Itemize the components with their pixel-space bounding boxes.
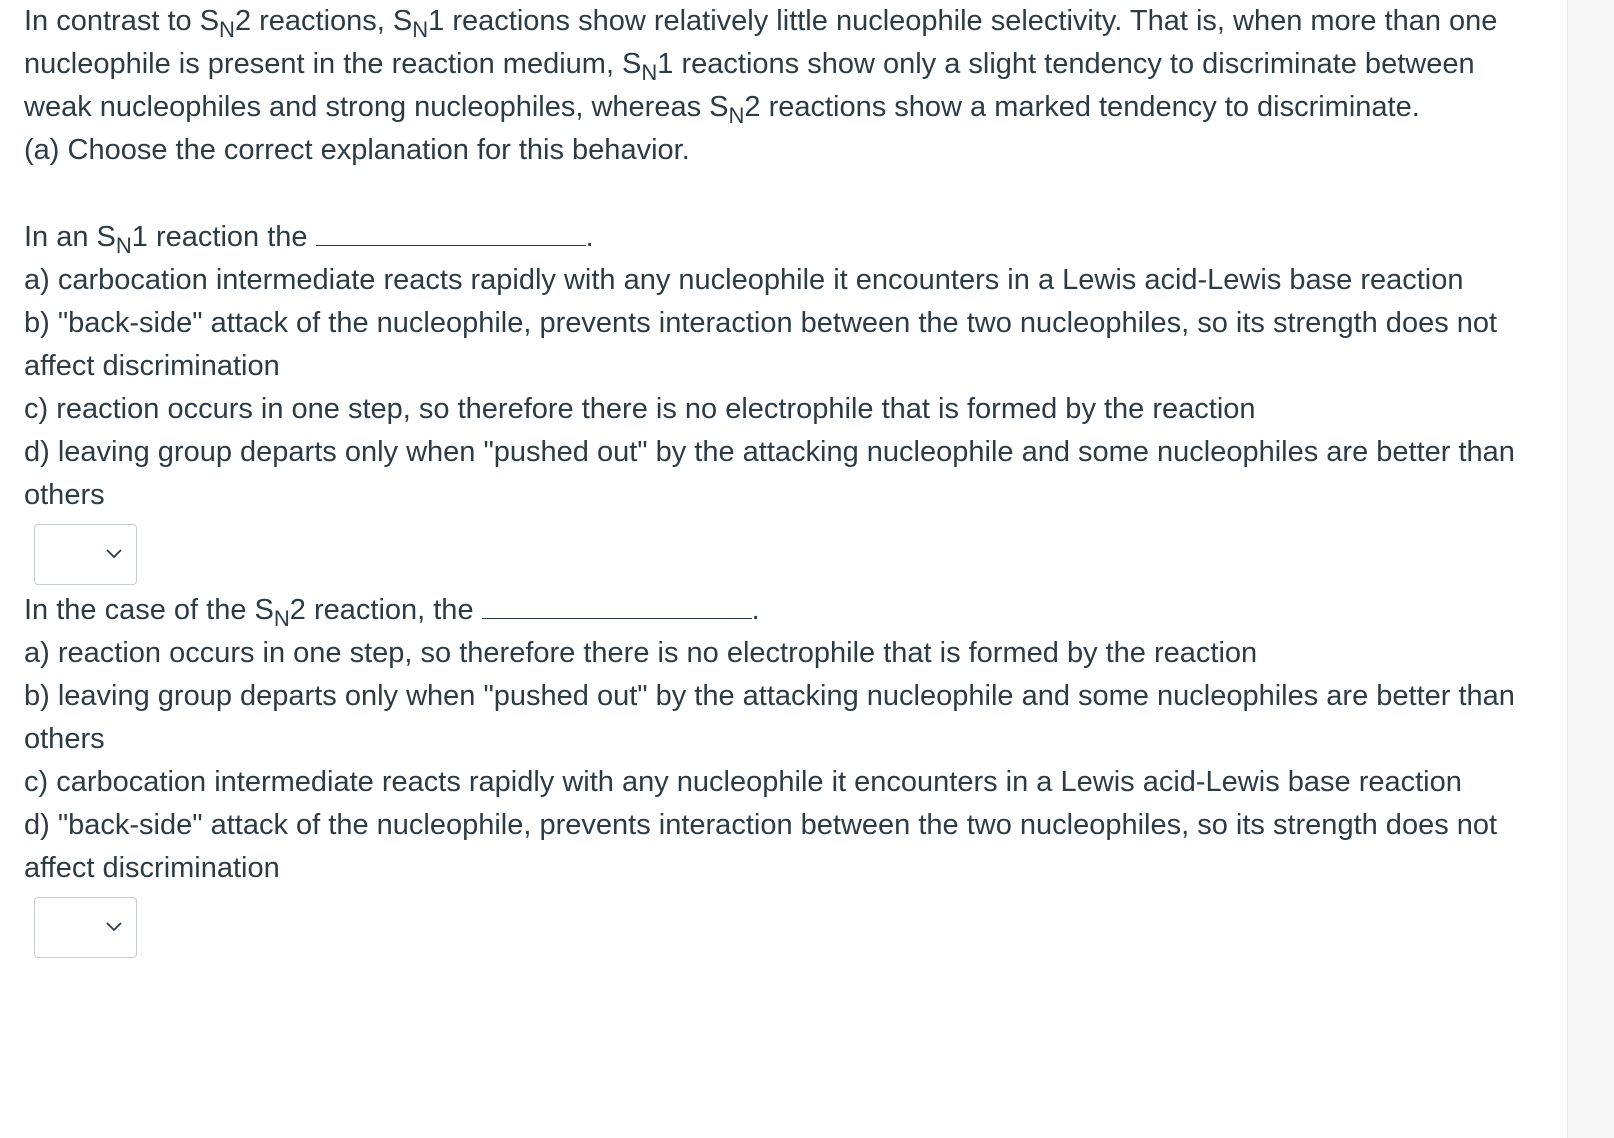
intro-text-4: 1 reactions show only a slight tendency to discriminate between weak nucleophiles and strong nucleophiles, whereas S bbox=[24, 48, 1475, 123]
question1-stem-text-1: In an S bbox=[24, 221, 116, 253]
question1-answer-dropdown[interactable] bbox=[34, 524, 137, 585]
intro-text-2: 2 reactions, S bbox=[234, 5, 413, 37]
question2-stem bbox=[24, 588, 1532, 632]
question1-stem bbox=[24, 215, 1532, 259]
subscript-n: N bbox=[412, 17, 429, 42]
stem-period: . bbox=[585, 221, 594, 253]
question1-option-d: d) leaving group departs only when "pushed out" by the attacking nucleophile and some nucleophiles are better than others bbox=[24, 436, 1515, 511]
question2-stem-text-2: 2 reaction, the bbox=[289, 594, 474, 626]
spacer bbox=[24, 172, 1532, 215]
chevron-down-icon bbox=[106, 922, 122, 932]
question2-option-b: b) leaving group departs only when "pushed out" by the attacking nucleophile and some nucleophiles are better than others bbox=[24, 680, 1515, 755]
subscript-n: N bbox=[273, 606, 290, 631]
question2-stem-text-1: In the case of the S bbox=[24, 594, 274, 626]
intro-text-3: 1 reactions show relatively little nucleophile selectivity. That is, when more than one nucleophile is present in the reaction medium, S bbox=[24, 5, 1498, 80]
question2-option-d: d) "back-side" attack of the nucleophile, prevents interaction between the two nucleophiles, so its strength does not affect discrimination bbox=[24, 809, 1498, 884]
question2-option-c: c) carbocation intermediate reacts rapidly with any nucleophile it encounters in a Lewis acid-Lewis base reaction bbox=[24, 766, 1462, 798]
subscript-n: N bbox=[641, 60, 658, 85]
question1-option-c: c) reaction occurs in one step, so therefore there is no electrophile that is formed by the reaction bbox=[24, 393, 1256, 425]
part-a-prompt: (a) Choose the correct explanation for this behavior. bbox=[24, 134, 690, 166]
stem-period: . bbox=[751, 594, 760, 626]
intro-text-1: In contrast to S bbox=[24, 5, 220, 37]
question1-option-b: b) "back-side" attack of the nucleophile, prevents interaction between the two nucleophiles, so its strength does not affect discrimination bbox=[24, 307, 1498, 382]
subscript-n: N bbox=[728, 103, 745, 128]
intro-paragraph bbox=[24, 0, 1532, 129]
subscript-n: N bbox=[115, 233, 132, 258]
question1-option-a: a) carbocation intermediate reacts rapidly with any nucleophile it encounters in a Lewis acid-Lewis base reaction bbox=[24, 264, 1464, 296]
question2-answer-dropdown[interactable] bbox=[34, 897, 137, 958]
intro-text-5: 2 reactions show a marked tendency to discriminate. bbox=[744, 91, 1420, 123]
question-content bbox=[24, 0, 1532, 958]
answer-blank bbox=[316, 215, 586, 246]
vertical-scrollbar[interactable] bbox=[1567, 0, 1614, 1138]
question2-option-a: a) reaction occurs in one step, so therefore there is no electrophile that is formed by the reaction bbox=[24, 637, 1258, 669]
chevron-down-icon bbox=[106, 549, 122, 559]
question1-stem-text-2: 1 reaction the bbox=[131, 221, 308, 253]
answer-blank bbox=[482, 588, 752, 619]
subscript-n: N bbox=[219, 17, 235, 42]
